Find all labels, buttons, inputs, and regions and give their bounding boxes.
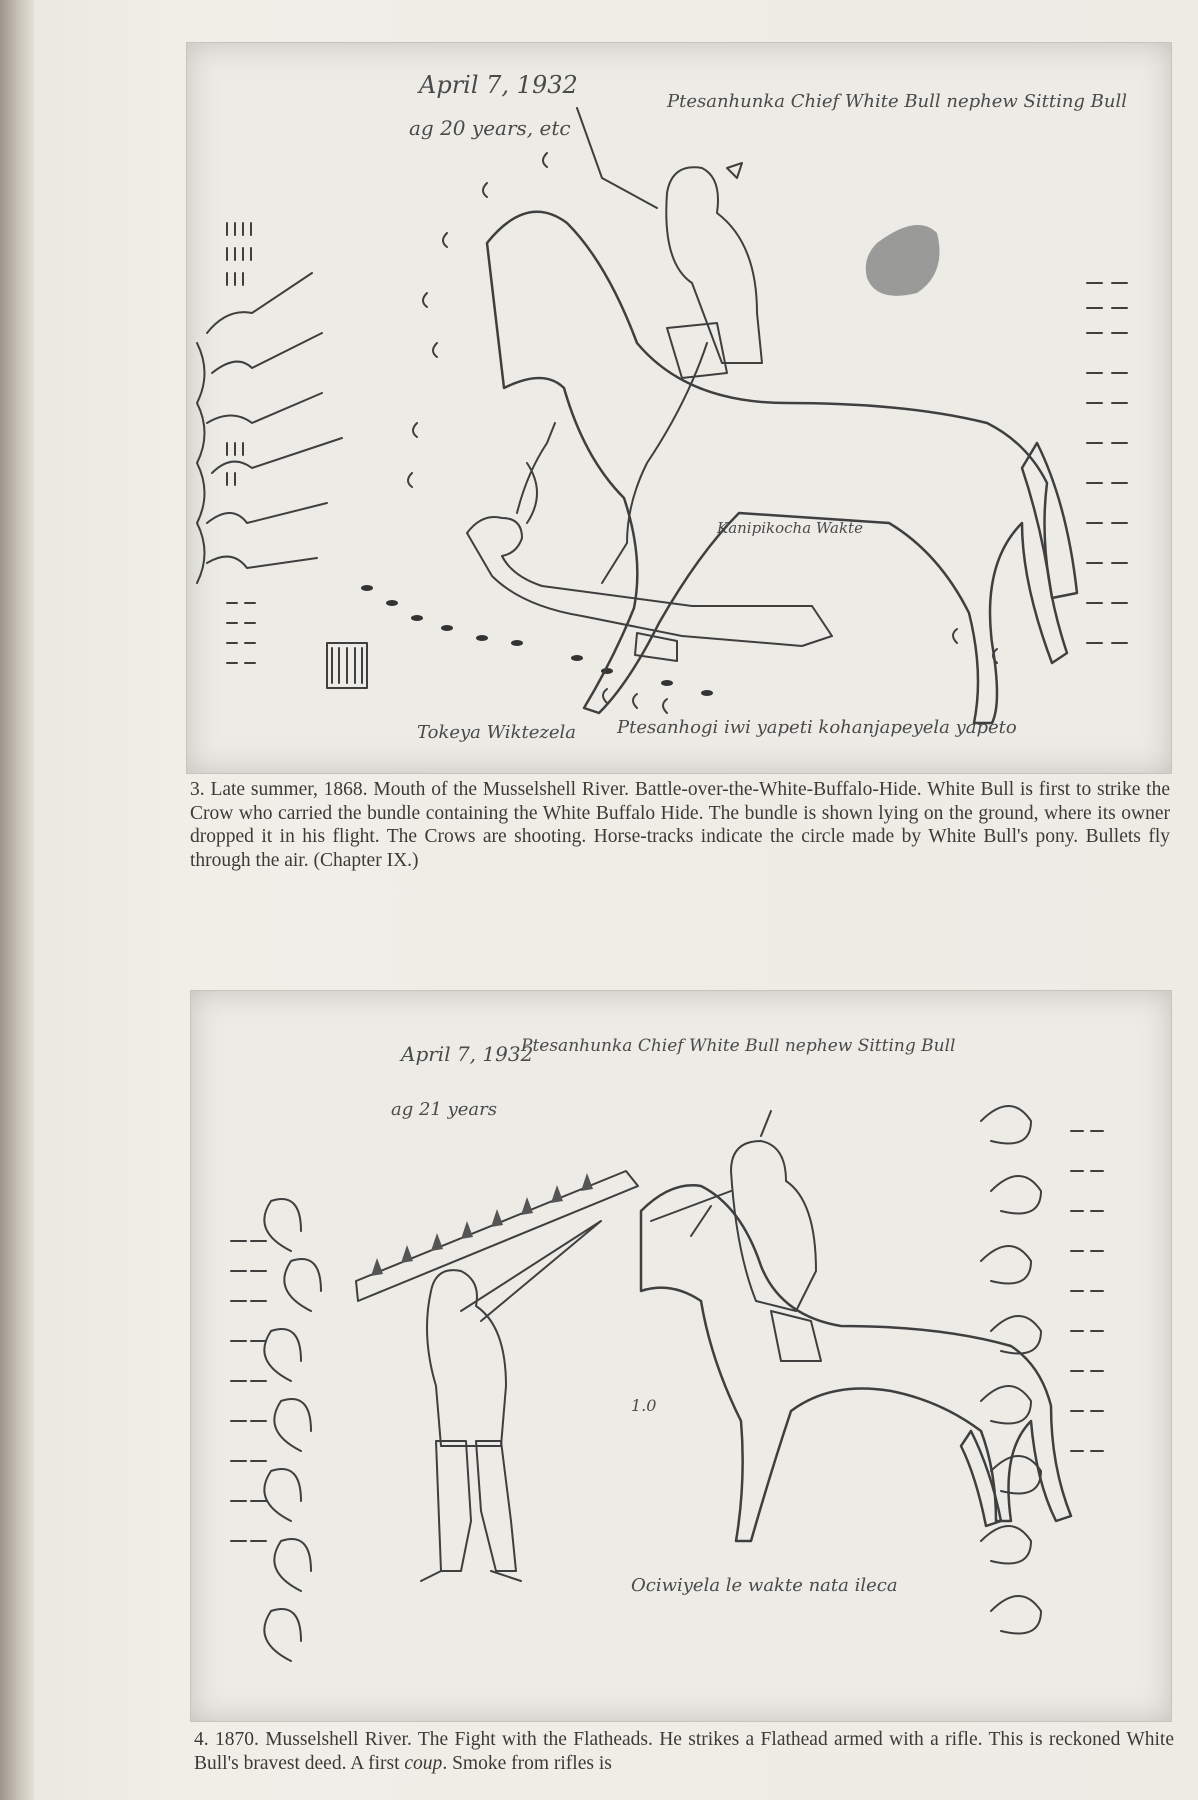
plate-3-right-tick-marks [1087, 283, 1127, 643]
plate-4-names-note: Ptesanhunka Chief White Bull nephew Sitting Bull [521, 1036, 956, 1056]
plate-3-smudge [866, 225, 940, 296]
plate-4-horse [641, 1185, 1071, 1541]
plate-4-flathead-warrior [421, 1221, 601, 1581]
plate-3-date-note: April 7, 1932 [419, 71, 578, 99]
ledger-drawing-plate-3 [186, 42, 1172, 774]
plate-4-rifle-smoke-line [356, 1171, 638, 1301]
plate-3-white-bull-rider [577, 108, 762, 583]
book-binding [0, 0, 34, 1800]
plate-3-white-buffalo-bundle [327, 643, 367, 688]
plate-3-age-note: ag 20 years, etc [409, 116, 571, 140]
plate-4-white-bull-rider [651, 1111, 821, 1361]
plate-3-names-note: Ptesanhunka Chief White Bull nephew Sitting Bull [667, 91, 1127, 112]
plate-4-bottom-label: Ociwiyela le wakte nata ileca [631, 1575, 898, 1596]
plate-3-crow-riflemen [197, 273, 342, 583]
plate-3-horse [487, 212, 1077, 723]
plate-3-drawing [187, 43, 1171, 773]
plate-3-caption: 3. Late summer, 1868. Mouth of the Musselshell River. Battle-over-the-White-Buffalo-Hide. White Bull is first to strike the Crow who carried the bundle containing the White Buffalo Hide. The bundle is shown lying on the ground, where its owner dropped it in his flight. The Crows are shooting. Horse-tracks indicate the circle made by White Bull's pony. Bullets fly through the air. (Chapter IX.) [190, 779, 1170, 871]
plate-4-caption-coup: coup [404, 1752, 443, 1774]
plate-4-mid-mark: 1.0 [631, 1396, 657, 1415]
plate-4-age-note: ag 21 years [391, 1099, 497, 1120]
plate-4-drawing [191, 991, 1171, 1721]
plate-4-date-note: April 7, 1932 [401, 1042, 534, 1066]
plate-4-caption-part2: . Smoke from rifles is [442, 1752, 612, 1774]
plate-4-caption [194, 1728, 1174, 1775]
plate-3-bottom-right-note: Ptesanhogi iwi yapeti kohanjapeyela yapeto [617, 717, 1017, 738]
plate-3-bottom-left-note: Tokeya Wiktezela [417, 722, 576, 743]
plate-4-rifle-smoke-right [981, 1106, 1103, 1634]
plate-3-left-tick-marks [227, 223, 255, 663]
book-page [34, 0, 1198, 1800]
plate-3-mid-label: Kanipikocha Wakte [717, 519, 863, 537]
plate-4-rifle-smoke-left [231, 1199, 321, 1661]
plate-4-caption-part1: 4. 1870. Musselshell River. The Fight with the Flatheads. He strikes a Flathead armed with a rifle. This is reckoned White Bull's bravest deed. A first [194, 1729, 1174, 1774]
ledger-drawing-plate-4 [190, 990, 1172, 1722]
